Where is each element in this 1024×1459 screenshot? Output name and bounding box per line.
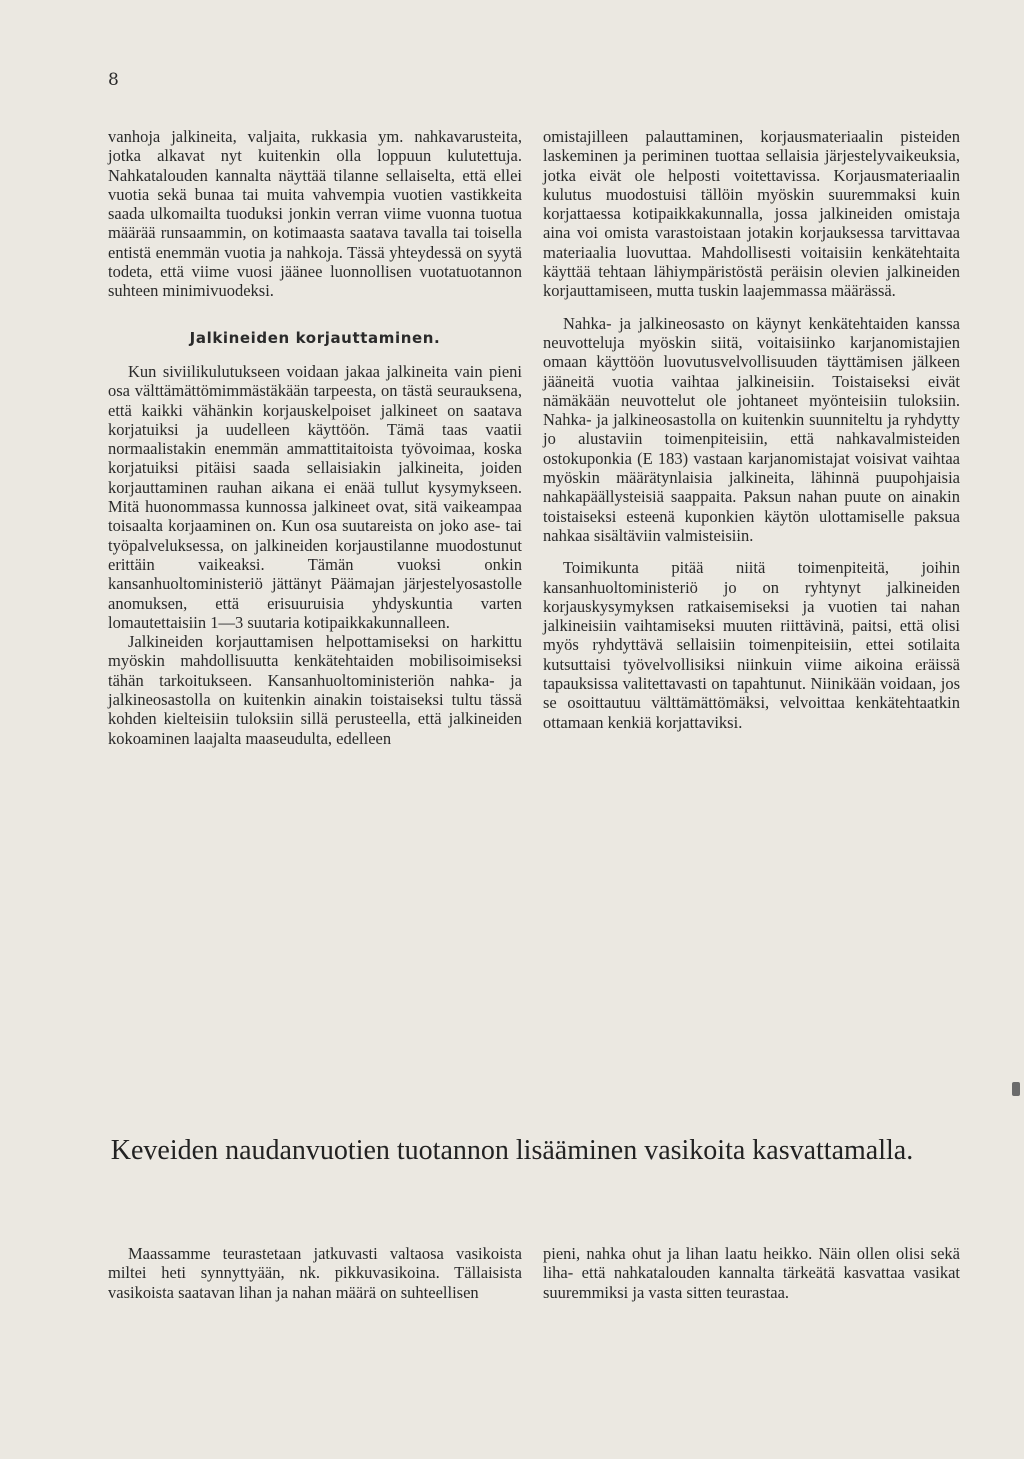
section-heading: Jalkineiden korjauttaminen. xyxy=(189,328,441,347)
paragraph-repair-1: Kun siviilikulutukseen voidaan jakaa jalkineita vain pieni osa välttämättömimmästäkään tarpeesta, on tästä seurauksena, että kaikki vähänkin korjauskelpoiset jalkineet on saatava korjatuiksi ja uudelleen käyttöön. Tämä taas vaatii normaalistakin enemmän ammattitaitoista työvoimaa, koska korjatuiksi pitäisi saada sellaisiakin jalkineita, joiden korjauttaminen rauhan aikana ei enää tullut kysymykseen. Mitä huonommassa kunnossa jalkineet ovat, sitä vaikeampaa toisaalta korjaaminen on. Kun osa suutareista on joko ase- tai työpalveluksessa, on jalkineiden korjaustilanne muodostunut erittäin vaikeaksi. Tämän vuoksi onkin kansanhuoltoministeriö jättänyt Päämajan järjestelyosastolle anomuksen, että erisuuruisia yhdyskuntia varten lomautettaisiin 1—3 suutaria kotipaikkakunnalleen. xyxy=(108,361,522,632)
left-column-bottom xyxy=(108,1244,522,1302)
paragraph-committee: Toimikunta pitää niitä toimenpiteitä, joihin kansanhuoltoministeriö jo on ryhtynyt jalkineiden korjauskysymyksen ratkaisemiseksi ja vuotien tai nahan jalkineisiin vaihtamiseksi muuten riittävinä, paitsi, että olisi myös ryhdyttävä sellaisiin toimenpiteisiin, ettei sotilaita kutsuttaisi työvelvollisiksi niinkuin viime aikoina eräissä tapauksissa valitettavasti on tapahtunut. Niinikään voidaan, jos se osoittautuu välttämättömäksi, velvoittaa kenkätehtaatkin ottamaan kenkiä korjattaviksi. xyxy=(543,558,960,732)
right-column-bottom xyxy=(543,1244,960,1302)
paragraph-gap xyxy=(543,545,960,558)
page-number: 8 xyxy=(108,70,119,90)
article-title: Keveiden naudanvuotien tuotannon lisääminen vasikoita kasvattamalla. xyxy=(110,1135,914,1166)
paragraph-repair-2: Jalkineiden korjauttamisen helpottamiseksi on harkittu myöskin mahdollisuutta kenkätehtaiden mobilisoimiseksi tähän tarkoitukseen. Kansanhuoltoministeriön nahka- ja jalkineosastolla on kuitenkin ainakin toistaiseksi tultu tässä kohden kielteisiin tuloksiin sillä perusteella, että jalkineiden kokoaminen laajalta maaseudulta, edelleen xyxy=(108,632,522,748)
paragraph-intro: vanhoja jalkineita, valjaita, rukkasia ym. nahkavarusteita, jotka alkavat nyt kuitenkin olla loppuun kulutettuja. Nahkatalouden kannalta näyttää tilanne sellaiselta, että ellei vuotia sekä bunaa tai muita vahvempia vuotien vastikkeita saada ulkomailta tuoduksi jonkin verran viime vuonna tuotua määrää runsaammin, on kotimaasta saatava tavalla tai toisella entistä enemmän vuotia ja nahkoja. Tässä yhteydessä on syytä todeta, että viime vuosi jäänee luonnollisen vuotatuotannon suhteen minimivuodeksi. xyxy=(108,127,522,301)
page-edge-mark xyxy=(1012,1082,1020,1096)
left-column-top xyxy=(108,127,522,748)
paragraph-calves-2: pieni, nahka ohut ja lihan laatu heikko. Näin ollen olisi sekä liha- että nahkatalouden kannalta tärkeätä kasvattaa vasikat suuremmiksi ja vasta sitten teurastaa. xyxy=(543,1244,960,1302)
paragraph-leather-dept: Nahka- ja jalkineosasto on käynyt kenkätehtaiden kanssa neuvotteluja myöskin siitä, voitaisiinko karjanomistajien omaan käyttöön luovutusvelvollisuuden täyttämisen jälkeen jääneitä vuotia vaihtaa jalkineisiin. Toistaiseksi eivät nämäkään neuvottelut ole johtaneet myönteisiin tuloksiin. Nahka- ja jalkineosastolla on kuitenkin suunniteltu ja ryhdytty jo alustaviin toimenpiteisiin, että nahkavalmisteiden ostokuponkia (E 183) vastaan karjanomistajat voisivat vaihtaa myöskin määrätynlaisia jalkineita, lähinnä puupohjaisia nahkapäällysteisiä saappaita. Paksun nahan puute on ainakin toistaiseksi esteenä kuponkien käytön ulottamiselle paksua nahkaa sisältäviin valmisteisiin. xyxy=(543,313,960,545)
paragraph-calves-1: Maassamme teurastetaan jatkuvasti valtaosa vasikoista miltei heti synnyttyään, nk. pikkuvasikoina. Tällaisista vasikoista saatavan lihan ja nahan määrä on suhteellisen xyxy=(108,1244,522,1302)
right-column-top xyxy=(543,127,960,732)
paragraph-continuation: omistajilleen palauttaminen, korjausmateriaalin pisteiden laskeminen ja periminen tuottaa sellaisia järjestelyvaikeuksia, jotka eivät ole helposti voitettavissa. Korjausmateriaalin kulutus muodostuisi tällöin myöskin suuremmaksi kuin korjattaessa kotipaikkakunnalla, jossa jalkineiden omistaja aina voi omista varastoistaan jotakin korjauksessa tarvittavaa materiaalia luovuttaa. Mahdollisesti voitaisiin kenkätehtaita käyttää tehtaan lähiympäristöstä peräisin olevien jalkineiden korjauttamiseen, mutta tuskin laajemmassa määrässä. xyxy=(543,127,960,301)
paragraph-gap xyxy=(543,301,960,314)
